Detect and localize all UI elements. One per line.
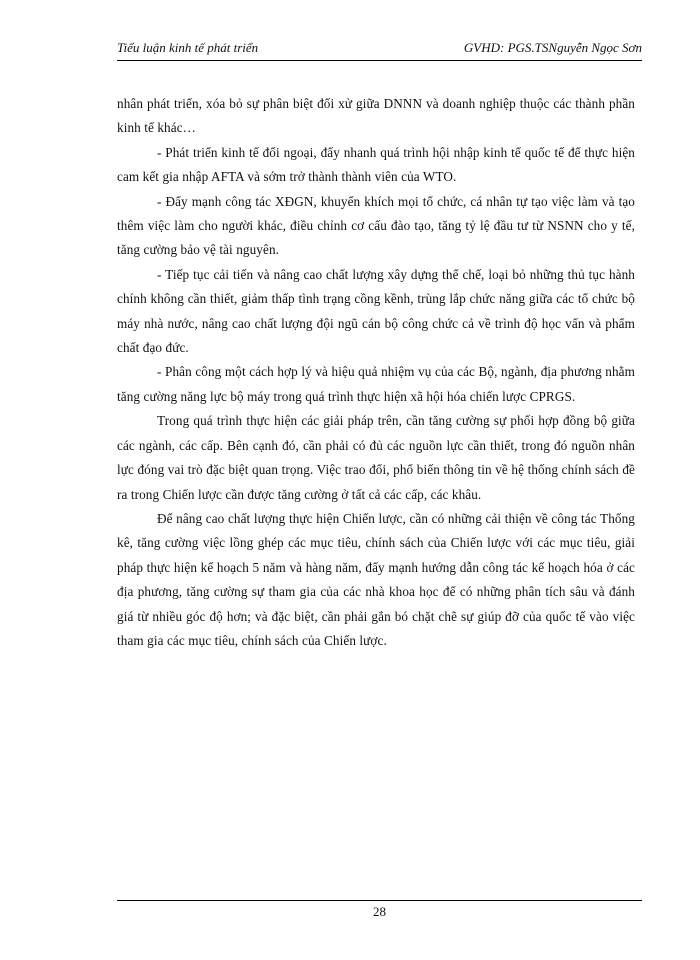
page-number: 28: [373, 904, 386, 919]
paragraph-bullet-assignment: - Phân công một cách hợp lý và hiệu quả nhiệm vụ của các Bộ, ngành, địa phương nhằm tăng cường năng lực bộ máy trong quá trình thực hiện xã hội hóa chiến lược CPRGS.: [117, 364, 635, 404]
paragraph-bullet-institutions: - Tiếp tục cải tiến và nâng cao chất lượng xây dựng thể chế, loại bỏ những thủ tục hành chính không cần thiết, giảm thấp tình trạng cồng kềnh, trùng lắp chức năng giữa các tổ chức bộ máy nhà nước, nâng cao chất lượng đội ngũ cán bộ công chức cả về trình độ học vấn và phẩm chất đạo đức.: [117, 266, 635, 356]
footer-divider: [117, 900, 642, 901]
paragraph-bullet-poverty-reduction: - Đẩy mạnh công tác XĐGN, khuyến khích mọi tổ chức, cá nhân tự tạo việc làm và tạo thêm việc làm cho người khác, điều chỉnh cơ cấu đào tạo, tăng tỷ lệ đầu tư từ NSNN cho y tế, tăng cường bảo vệ tài nguyên.: [117, 193, 635, 258]
document-body: [117, 92, 635, 653]
paragraph-continuation: nhân phát triển, xóa bỏ sự phân biệt đối xử giữa DNNN và doanh nghiệp thuộc các thành phần kinh tế khác…: [117, 96, 635, 136]
header-title: Tiểu luận kinh tế phát triển: [117, 40, 259, 55]
paragraph-coordination: Trong quá trình thực hiện các giải pháp trên, cần tăng cường sự phối hợp đồng bộ giữa các ngành, các cấp. Bên cạnh đó, cần phải có đủ các nguồn lực cần thiết, trong đó nguồn nhân lực đóng vai trò đặc biệt quan trọng. Việc trao đổi, phổ biến thông tin về hệ thống chính sách đề ra trong Chiến lược cần được tăng cường ở tất cả các cấp, các khâu.: [117, 413, 635, 502]
header-advisor: GVHD: PGS.TSNguyễn Ngọc Sơn: [463, 40, 642, 55]
page-header: [117, 38, 642, 61]
paragraph-bullet-external-economy: - Phát triển kinh tế đối ngoại, đẩy nhanh quá trình hội nhập kinh tế quốc tế để thực hiện cam kết gia nhập AFTA và sớm trở thành thành viên của WTO.: [117, 144, 635, 185]
paragraph-quality-improvement: Để nâng cao chất lượng thực hiện Chiến lược, cần có những cải thiện về công tác Thống kê, tăng cường việc lồng ghép các mục tiêu, chính sách của Chiến lược với các mục tiêu, giải pháp thực hiện kế hoạch 5 năm và hàng năm, đẩy mạnh hướng dẫn công tác kế hoạch hóa ở các địa phương, tăng cường sự tham gia của các nhà khoa học để có những phân tích sâu và đánh giá từ nhiều góc độ hơn; và đặc biệt, cần phải gắn bó chặt chẽ sự giúp đỡ của quốc tế vào việc tham gia các mục tiêu, chính sách của Chiến lược.: [117, 510, 635, 648]
